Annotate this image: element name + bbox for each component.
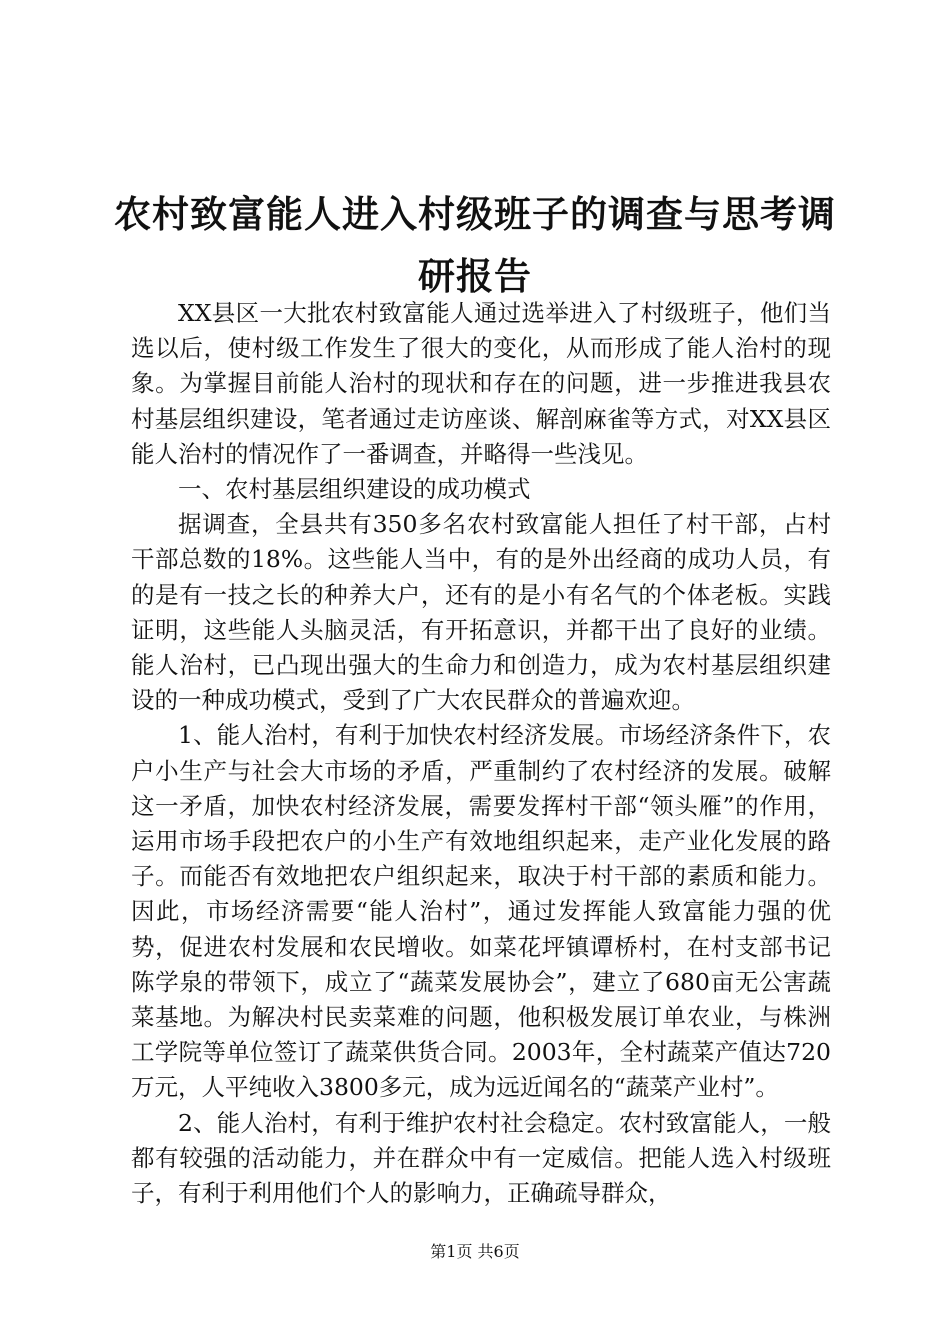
paragraph-point-1: 1、能人治村，有利于加快农村经济发展。市场经济条件下，农户小生产与社会大市场的矛盾，严重制约了农村经济的发展。破解这一矛盾，加快农村经济发展，需要发挥村干部“领头雁”的作用，运用市场手段把农户的小生产有效地组织起来，走产业化发展的路子。而能否有效地把农户组织起来，取决于村干部的素质和能力。因此，市场经济需要“能人治村”，通过发挥能人致富能力强的优势，促进农村发展和农民增收。如菜花坪镇谭桥村，在村支部书记陈学泉的带领下，成立了“蔬菜发展协会”，建立了680亩无公害蔬菜基地。为解决村民卖菜难的问题，他积极发展订单农业，与株洲工学院等单位签订了蔬菜供货合同。2003年，全村蔬菜产值达720万元，人平纯收入3800多元，成为远近闻名的“蔬菜产业村”。 [131, 721, 831, 1102]
paragraph-intro: XX县区一大批农村致富能人通过选举进入了村级班子，他们当选以后，使村级工作发生了很大的变化，从而形成了能人治村的现象。为掌握目前能人治村的现状和存在的问题，进一步推进我县农村基层组织建设，笔者通过走访座谈、解剖麻雀等方式，对XX县区能人治村的情况作了一番调查，并略得一些浅见。 [131, 299, 831, 468]
paragraph-survey: 据调查，全县共有350多名农村致富能人担任了村干部，占村干部总数的18%。这些能人当中，有的是外出经商的成功人员，有的是有一技之长的种养大户，还有的是小有名气的个体老板。实践证明，这些能人头脑灵活，有开拓意识，并都干出了良好的业绩。能人治村，已凸现出强大的生命力和创造力，成为农村基层组织建设的一种成功模式，受到了广大农民群众的普遍欢迎。 [131, 510, 831, 715]
document-body [131, 296, 831, 1211]
page-footer: 第1页 共6页 [430, 1242, 520, 1261]
section-heading-1: 一、农村基层组织建设的成功模式 [178, 475, 531, 504]
document-title: 农村致富能人进入村级班子的调查与思考调研报告 [114, 191, 836, 298]
paragraph-point-2: 2、能人治村，有利于维护农村社会稳定。农村致富能人，一般都有较强的活动能力，并在群众中有一定威信。把能人选入村级班子，有利于利用他们个人的影响力，正确疏导群众， [131, 1108, 831, 1208]
